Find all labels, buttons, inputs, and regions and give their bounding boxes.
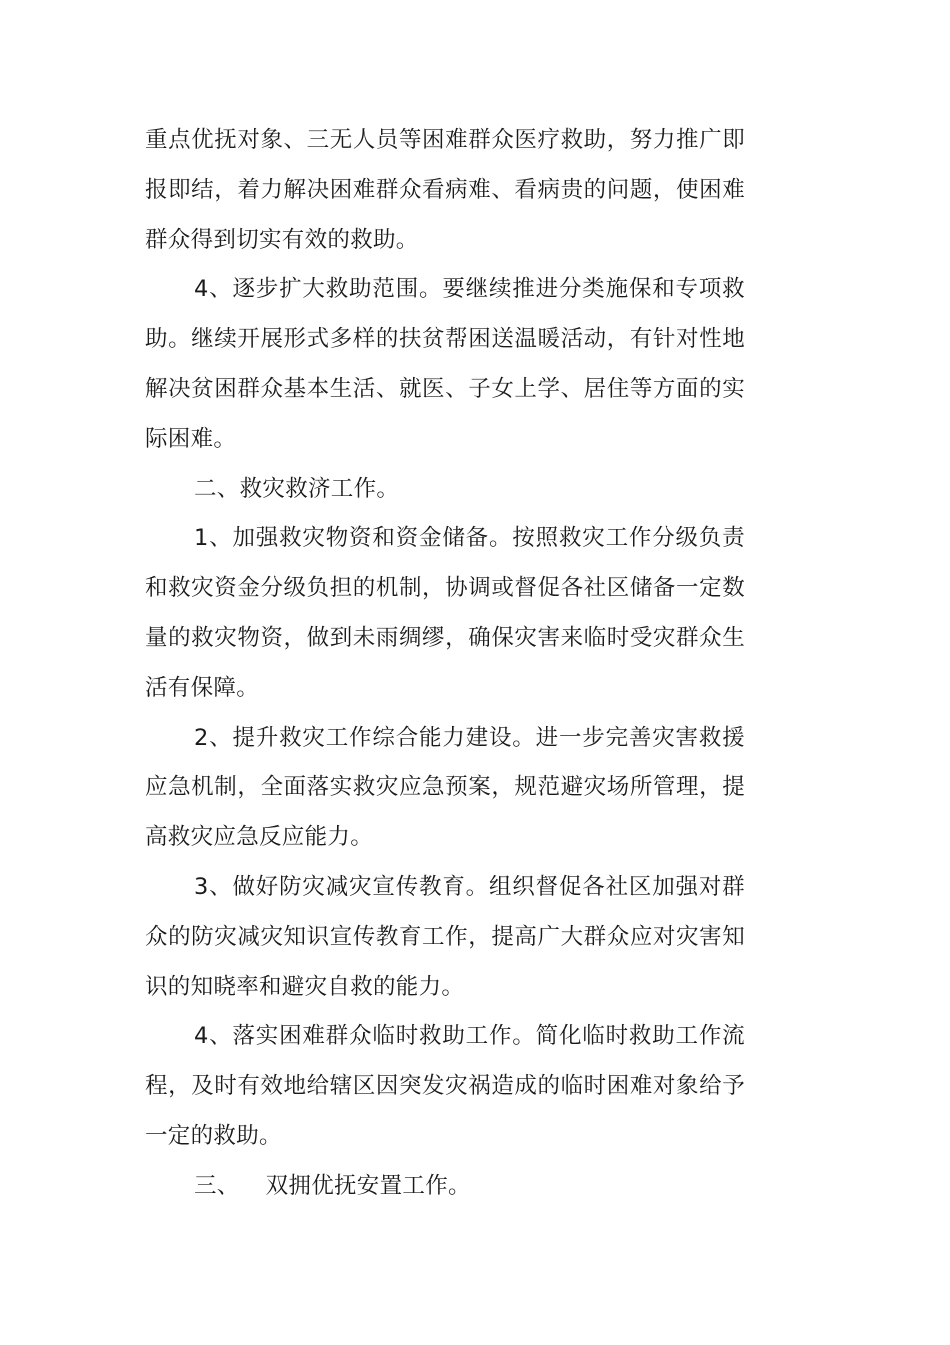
paragraph-item-2-capacity: 2、提升救灾工作综合能力建设。进一步完善灾害救援应急机制，全面落实救灾应急预案，规范避灾场所管理，提高救灾应急反应能力。 (145, 724, 745, 851)
paragraph-item-4-temporary-aid: 4、落实困难群众临时救助工作。简化临时救助工作流程，及时有效地给辖区因突发灾祸造成的临时困难对象给予一定的救助。 (145, 1023, 745, 1149)
paragraph-item-1-reserves: 1、加强救灾物资和资金储备。按照救灾工作分级负责和救灾资金分级负担的机制，协调或督促各社区储备一定数量的救灾物资，做到未雨绸缪，确保灾害来临时受灾群众生活有保障。 (145, 525, 745, 701)
paragraph-item-3-education: 3、做好防灾减灾宣传教育。组织督促各社区加强对群众的防灾减灾知识宣传教育工作，提高广大群众应对灾害知识的知晓率和避灾自救的能力。 (145, 873, 745, 1000)
document-body (145, 116, 745, 1212)
section-heading-support (145, 1162, 745, 1212)
section-number: 三、 (194, 1172, 240, 1199)
paragraph-continuation: 重点优抚对象、三无人员等困难群众医疗救助，努力推广即报即结，着力解决困难群众看病难、看病贵的问题，使困难群众得到切实有效的救助。 (145, 127, 745, 253)
section-title: 双拥优抚安置工作。 (265, 1172, 471, 1199)
section-heading-disaster-relief: 二、救灾救济工作。 (194, 475, 400, 502)
paragraph-item-4-expand-scope: 4、逐步扩大救助范围。要继续推进分类施保和专项救助。继续开展形式多样的扶贫帮困送温暖活动，有针对性地解决贫困群众基本生活、就医、子女上学、居住等方面的实际困难。 (145, 276, 745, 452)
